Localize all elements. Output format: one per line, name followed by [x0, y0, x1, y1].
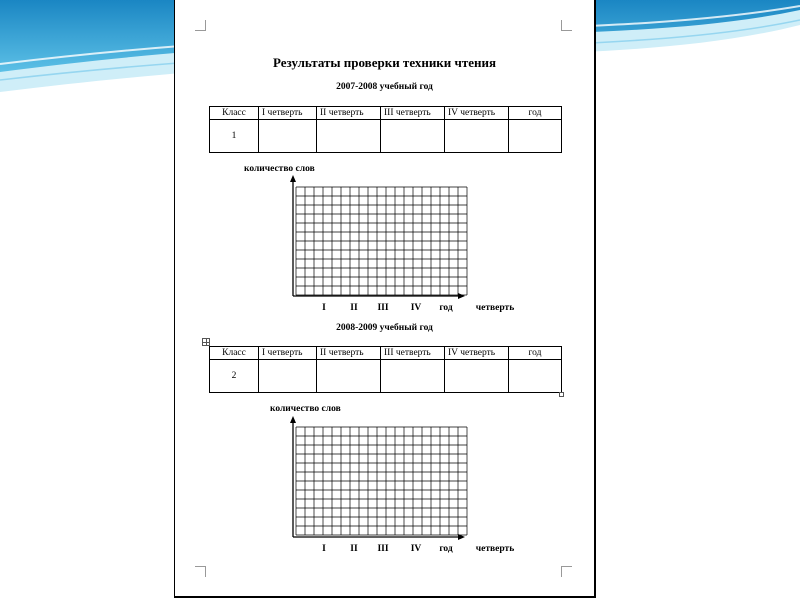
document-title: Результаты проверки техники чтения — [272, 55, 497, 70]
header-cell-q2[interactable]: II четверть — [317, 107, 381, 120]
section-2-blank-graph — [175, 0, 597, 600]
grid-lines — [296, 427, 467, 535]
x-tick-label: I — [322, 303, 326, 313]
header-cell-class[interactable]: Класс — [210, 107, 259, 120]
section-2-y-axis-label: количество слов — [270, 404, 341, 414]
x-tick-label: III — [377, 303, 389, 313]
x-tick-label: II — [350, 544, 358, 554]
header-cell-q3[interactable]: III четверть — [381, 347, 445, 360]
section-2-year-title: 2008-2009 учебный год — [336, 323, 433, 333]
x-tick-label: III — [377, 544, 389, 554]
header-cell-q4[interactable]: IV четверть — [445, 347, 509, 360]
x-tick-label: год — [439, 544, 453, 554]
x-axis-label: четверть — [475, 544, 515, 554]
x-tick-label: I — [322, 544, 326, 554]
x-axis-label: четверть — [475, 303, 515, 313]
header-cell-year[interactable]: год — [509, 347, 562, 360]
x-tick-label: IV — [410, 303, 422, 313]
x-tick-label: IV — [410, 544, 422, 554]
document-page — [174, 0, 596, 598]
header-cell-year[interactable]: год — [509, 107, 562, 120]
header-cell-q3[interactable]: III четверть — [381, 107, 445, 120]
header-cell-q1[interactable]: I четверть — [259, 347, 317, 360]
header-cell-q1[interactable]: I четверть — [259, 107, 317, 120]
section-1-y-axis-label: количество слов — [244, 164, 315, 174]
x-tick-label: II — [350, 303, 358, 313]
cell-class-number[interactable]: 1 — [210, 120, 259, 153]
header-cell-q4[interactable]: IV четверть — [445, 107, 509, 120]
y-axis-arrow-icon — [290, 416, 296, 423]
section-1-year-title: 2007-2008 учебный год — [336, 82, 433, 92]
header-cell-q2[interactable]: II четверть — [317, 347, 381, 360]
header-cell-class[interactable]: Класс — [210, 347, 259, 360]
cell-class-number[interactable]: 2 — [210, 360, 259, 393]
x-tick-label: год — [439, 303, 453, 313]
